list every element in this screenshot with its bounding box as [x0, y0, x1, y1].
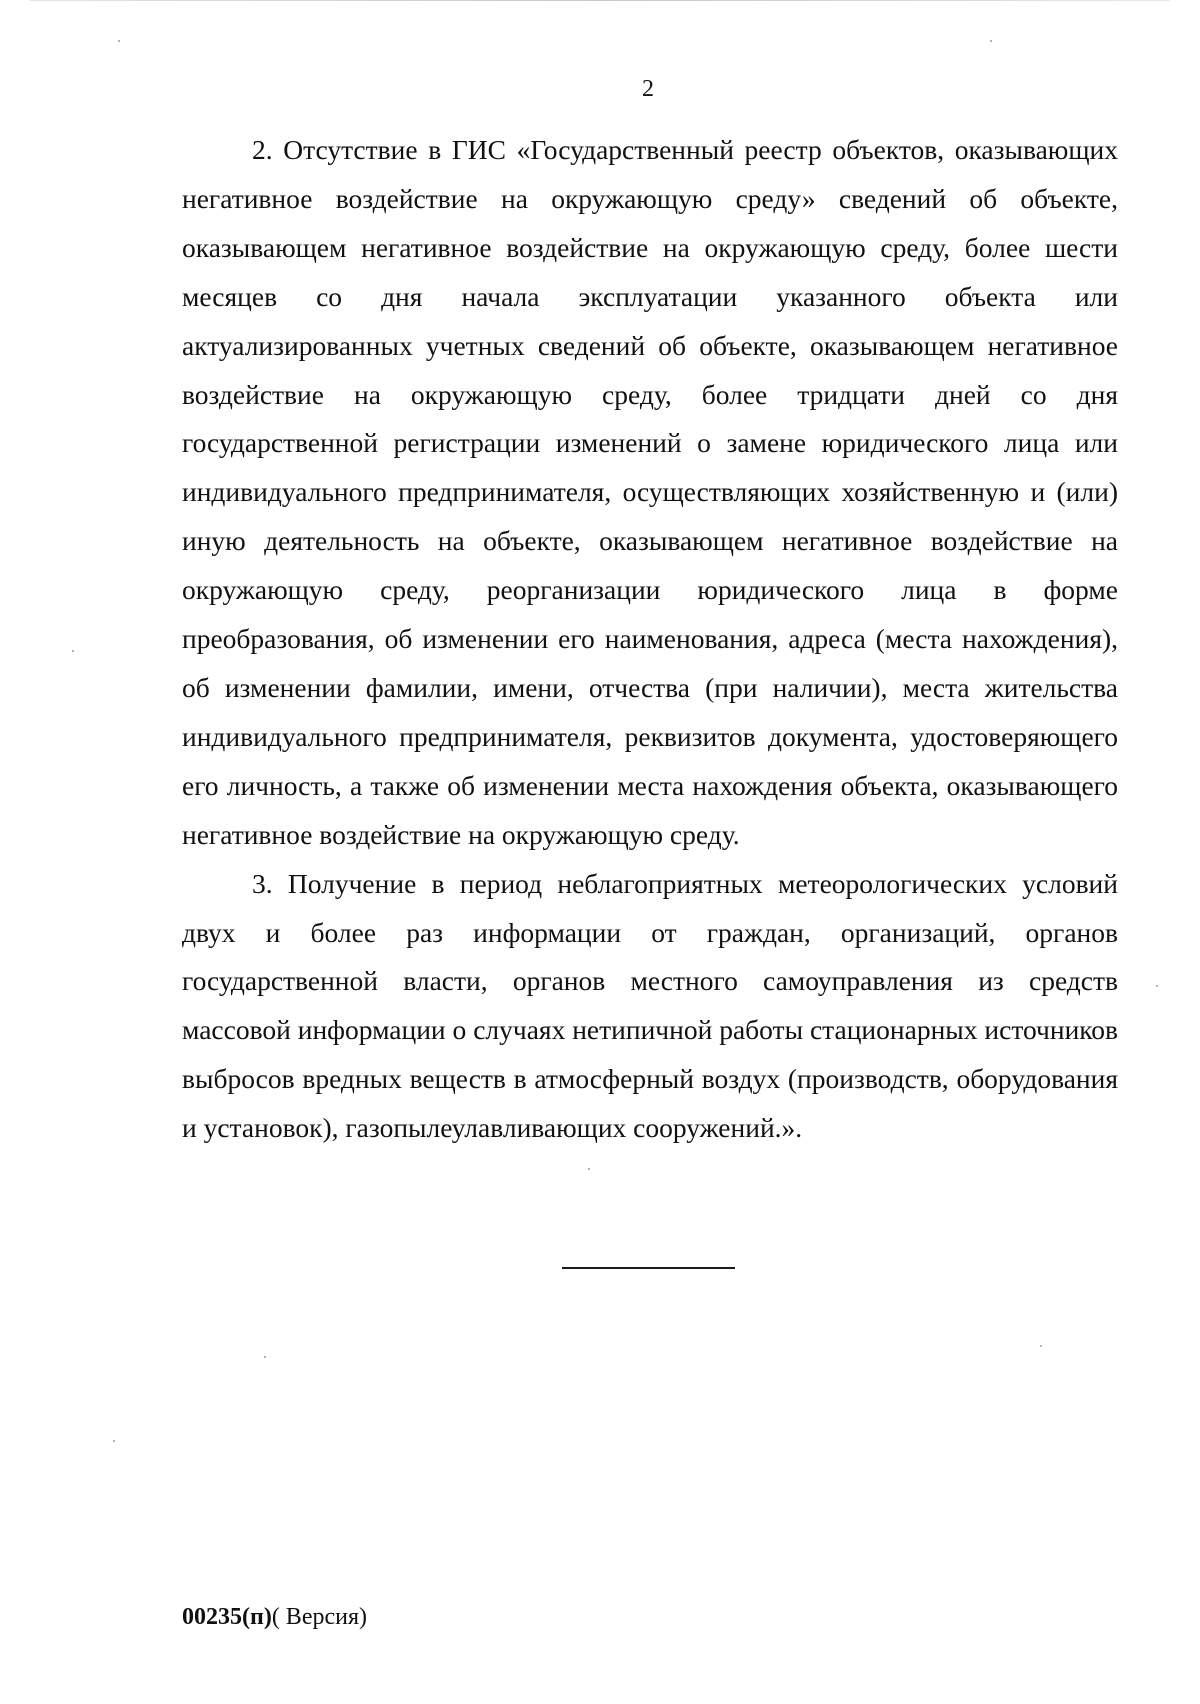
scan-speck	[588, 1168, 590, 1170]
scan-speck	[1156, 985, 1158, 987]
scan-speck	[72, 650, 74, 652]
footer-document-code	[182, 1604, 367, 1631]
scan-edge-line	[30, 0, 1170, 1]
paragraph-item-2: 2. Отсутствие в ГИС «Государственный реестр объектов, оказывающих негативное воздействие на окружающую среду» сведений об объекте, оказывающем негативное воздействие на окружающую среду, более шести месяцев со дня начала эксплуатации указанного объекта или актуализированных учетных сведений об объекте, оказывающем негативное воздействие на окружающую среду, более тридцати дней со дня государственной регистрации изменений о замене юридического лица или индивидуального предпринимателя, осуществляющих хозяйственную и (или) иную деятельность на объекте, оказывающем негативное воздействие на окружающую среду, реорганизации юридического лица в форме преобразования, об изменении его наименования, адреса (места нахождения), об изменении фамилии, имени, отчества (при наличии), места жительства индивидуального предпринимателя, реквизитов документа, удостоверяющего его личность, а также об изменении места нахождения объекта, оказывающего негативное воздействие на окружающую среду.	[182, 134, 1118, 850]
document-body	[182, 126, 1118, 1153]
scan-speck	[113, 1440, 115, 1442]
footer-version: ( Версия)	[271, 1604, 367, 1630]
scan-speck	[990, 40, 992, 42]
scan-speck	[1040, 1345, 1042, 1347]
end-separator-line	[562, 1267, 735, 1269]
footer-code: 00235(п)	[182, 1604, 272, 1630]
scan-speck	[118, 40, 120, 42]
paragraph-item-3: 3. Получение в период неблагоприятных метеорологических условий двух и более раз информации от граждан, организаций, органов государственной власти, органов местного самоуправления из средств массовой информации о случаях нетипичной работы стационарных источников выбросов вредных веществ в атмосферный воздух (производств, оборудования и установок), газопылеулавливающих сооружений.».	[182, 867, 1118, 1144]
page-number: 2	[642, 76, 654, 102]
scan-speck	[264, 1356, 266, 1358]
